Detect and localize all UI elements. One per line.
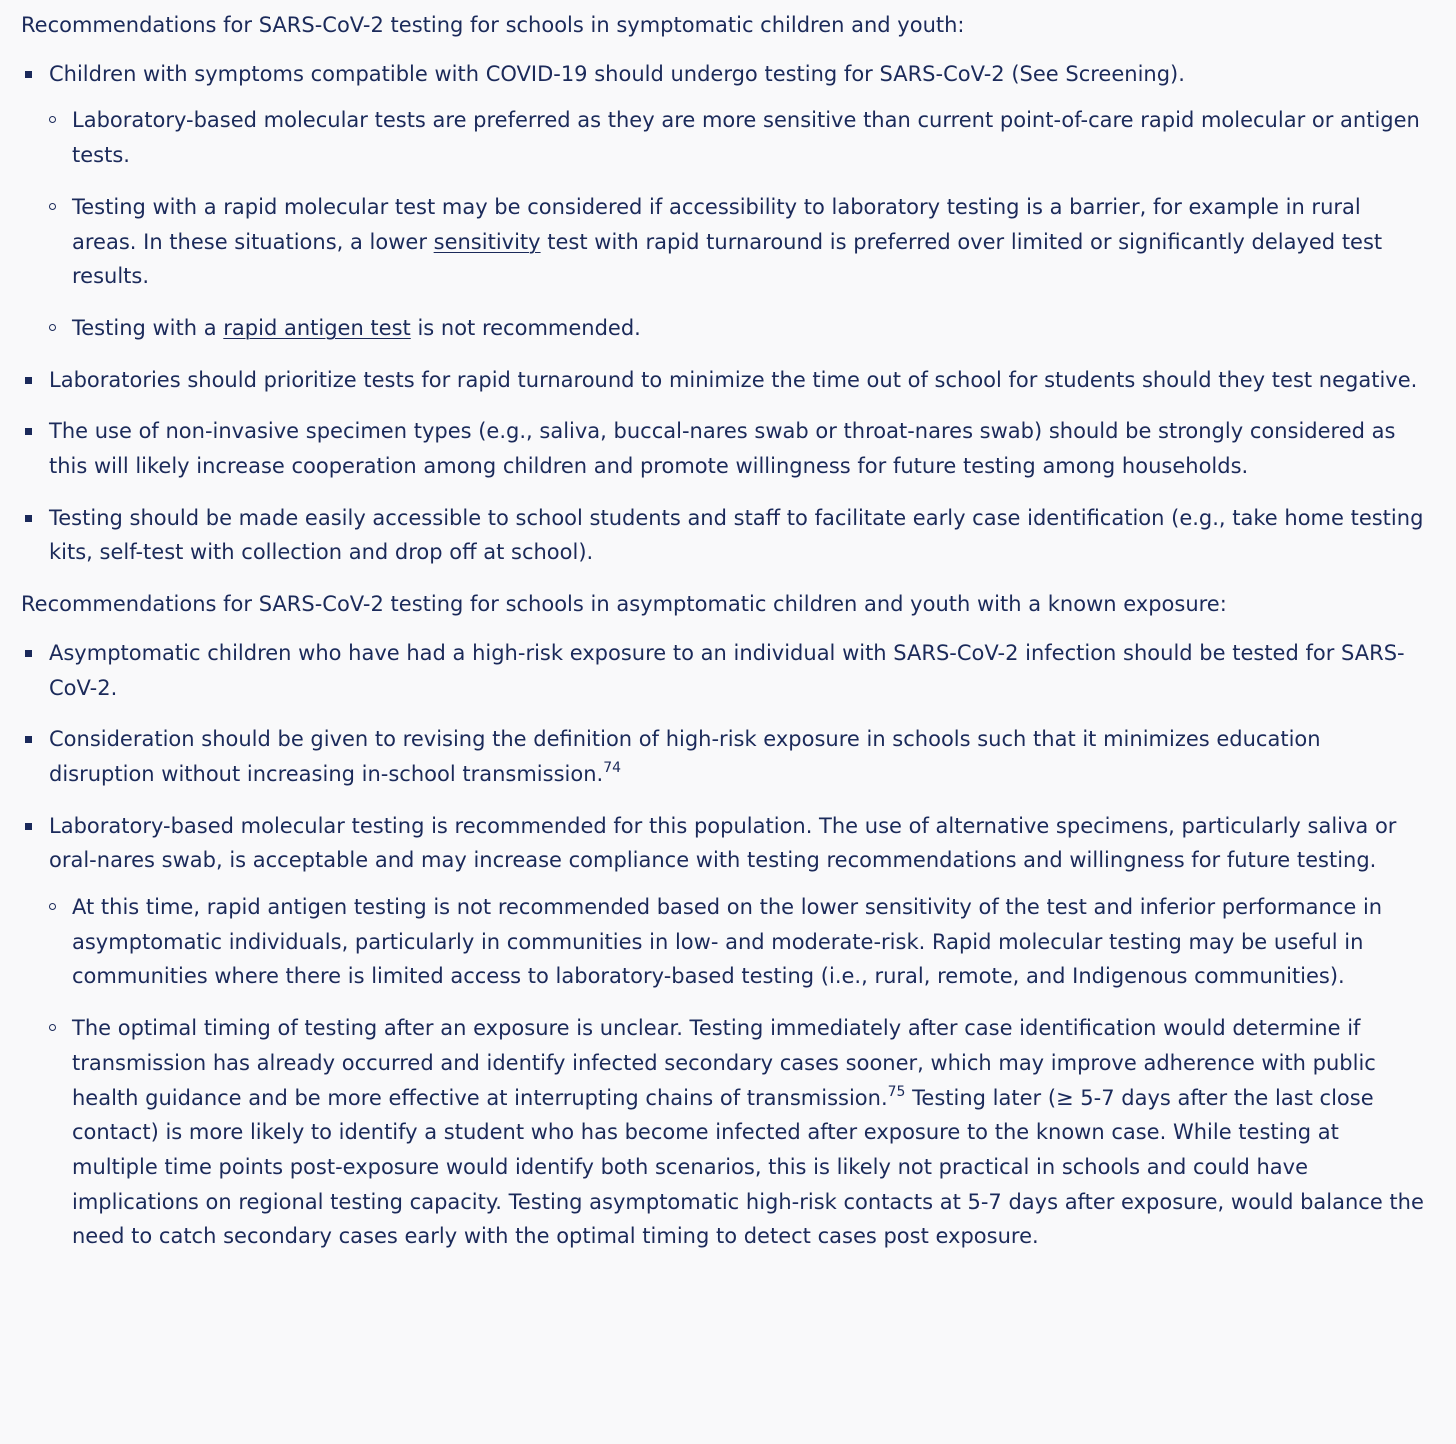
sub-list-item: [49, 311, 1428, 346]
sub-list: [49, 103, 1428, 345]
sub-list-item: [49, 103, 1428, 172]
sub-list-item: [49, 890, 1428, 994]
circle-bullet-icon: [49, 203, 56, 210]
circle-bullet-icon: [49, 324, 56, 331]
sub-list-item-text: The optimal timing of testing after an exposure is unclear. Testing immediately after case identification would determine if transmission has already occurred and identify infected secondary cases sooner, which may improve adherence with public health guidance and be more effective at interrupting chains of transmission.: [72, 1016, 1376, 1110]
list-item: [21, 722, 1428, 791]
sub-list-item-text: test with rapid turnaround is preferred over limited or significantly delayed test results.: [72, 229, 1383, 289]
list-item-text: Laboratory-based molecular testing is recommended for this population. The use of alternative specimens, particularly saliva or oral-nares swab, is acceptable and may increase compliance with testing recommendations and willingness for future testing.: [49, 813, 1397, 873]
square-bullet-icon: [25, 823, 32, 830]
square-bullet-icon: [25, 515, 32, 522]
list-item-text: Asymptomatic children who have had a high-risk exposure to an individual with SARS-CoV-2 infection should be tested for SARS-CoV-2.: [49, 640, 1405, 700]
list-item-text: The use of non-invasive specimen types (e.g., saliva, buccal-nares swab or throat-nares swab) should be strongly considered as this will likely increase cooperation among children and promote willingness for future testing among households.: [49, 419, 1396, 479]
list-item: [21, 57, 1428, 346]
list-item-text: Consideration should be given to revising the definition of high-risk exposure in schools such that it minimizes education disruption without increasing in-school transmission.: [49, 727, 1321, 786]
circle-bullet-icon: [49, 1024, 56, 1031]
square-bullet-icon: [25, 736, 32, 743]
section-intro-symptomatic: Recommendations for SARS-CoV-2 testing for schools in symptomatic children and youth:: [21, 13, 965, 37]
list-item-text: Laboratories should prioritize tests for rapid turnaround to minimize the time out of school for students should they test negative.: [49, 367, 1418, 392]
list-item: [21, 363, 1428, 398]
reference-superscript: 75: [887, 1083, 906, 1100]
sub-list-item-text: At this time, rapid antigen testing is not recommended based on the lower sensitivity of the test and inferior performance in asymptomatic individuals, particularly in communities in low- and moderate-risk. Rapid molecular testing may be useful in communities where there is limited access to laboratory-based testing (i.e., rural, remote, and Indigenous communities).: [72, 895, 1383, 989]
sub-list-item-text: Testing later (≥ 5-7 days after the last close contact) is more likely to identify a student who has become infected after exposure to the known case. While testing at multiple time points post-exposure would identify both scenarios, this is likely not practical in schools and could have implications on regional testing capacity. Testing asymptomatic high-risk contacts at 5-7 days after exposure, would balance the need to catch secondary cases early with the optimal timing to detect cases post exposure.: [72, 1085, 1424, 1249]
list-item-text: Testing should be made easily accessible to school students and staff to facilitate early case identification (e.g., take home testing kits, self-test with collection and drop off at school).: [49, 505, 1424, 565]
list-item: [21, 501, 1428, 570]
circle-bullet-icon: [49, 116, 56, 123]
circle-bullet-icon: [49, 903, 56, 910]
sub-list-item-text: Laboratory-based molecular tests are preferred as they are more sensitive than current point-of-care rapid molecular or antigen tests.: [72, 108, 1420, 168]
square-bullet-icon: [25, 377, 32, 384]
sub-list-item-text: is not recommended.: [410, 315, 641, 340]
sub-list-item-text: Testing with a: [72, 315, 224, 340]
sensitivity-link[interactable]: sensitivity: [433, 229, 541, 254]
square-bullet-icon: [25, 71, 32, 78]
list-item: [21, 809, 1428, 1254]
section-intro-asymptomatic: Recommendations for SARS-CoV-2 testing for schools in asymptomatic children and youth with a known exposure:: [21, 592, 1227, 617]
sub-list-item-text: Testing with a rapid molecular test may be considered if accessibility to laboratory testing is a barrier, for example in rural areas. In these situations, a lower: [72, 194, 1361, 254]
rapid-antigen-test-link[interactable]: rapid antigen test: [223, 315, 411, 340]
square-bullet-icon: [25, 650, 32, 657]
symptomatic-recommendation-list: [21, 57, 1428, 570]
sub-list: [49, 890, 1428, 1254]
sub-list-item: [49, 1011, 1428, 1254]
reference-superscript: 74: [603, 759, 622, 776]
sub-list-item: [49, 190, 1428, 294]
list-item-text: Children with symptoms compatible with COVID-19 should undergo testing for SARS-CoV-2 (See Screening).: [49, 61, 1185, 86]
square-bullet-icon: [25, 428, 32, 435]
list-item: [21, 414, 1428, 483]
list-item: [21, 636, 1428, 705]
asymptomatic-recommendation-list: [21, 636, 1428, 1254]
